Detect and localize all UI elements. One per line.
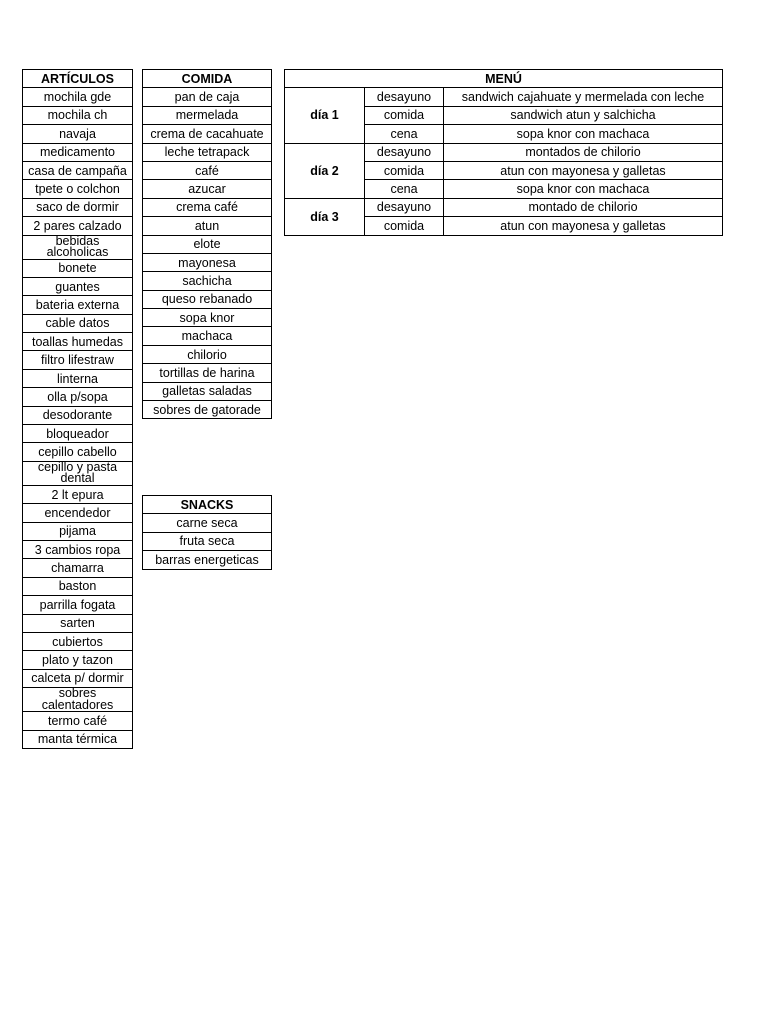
menu-dish: montados de chilorio xyxy=(444,143,723,161)
table-row xyxy=(23,596,133,614)
table-row xyxy=(23,669,133,687)
table-row xyxy=(143,327,272,345)
table-row xyxy=(23,217,133,235)
comida-item: crema de cacahuate xyxy=(143,125,272,143)
table-row xyxy=(23,425,133,443)
menu-meal: comida xyxy=(365,106,444,124)
menu-dish: sandwich cajahuate y mermelada con leche xyxy=(444,88,723,106)
menu-meal: comida xyxy=(365,161,444,179)
table-row xyxy=(23,577,133,595)
articulos-item: bateria externa xyxy=(23,296,133,314)
menu-dish: sopa knor con machaca xyxy=(444,180,723,198)
articulos-item: bloqueador xyxy=(23,425,133,443)
articulos-item: manta térmica xyxy=(23,730,133,748)
table-row xyxy=(23,259,133,277)
articulos-item: navaja xyxy=(23,125,133,143)
articulos-item: guantes xyxy=(23,277,133,295)
snacks-item: fruta seca xyxy=(143,532,272,550)
menu-dish: atun con mayonesa y galletas xyxy=(444,217,723,235)
snacks-header: SNACKS xyxy=(143,496,272,514)
menu-schedule xyxy=(285,88,723,235)
table-row xyxy=(23,388,133,406)
table-row xyxy=(23,443,133,461)
menu-dish: sopa knor con machaca xyxy=(444,125,723,143)
comida-item: azucar xyxy=(143,180,272,198)
table-row xyxy=(23,632,133,650)
articulos-item: cepillo cabello xyxy=(23,443,133,461)
table-row xyxy=(143,364,272,382)
articulos-item: olla p/sopa xyxy=(23,388,133,406)
table-row xyxy=(143,290,272,308)
menu-meal: cena xyxy=(365,180,444,198)
table-row xyxy=(23,314,133,332)
articulos-item: cubiertos xyxy=(23,632,133,650)
menu-row xyxy=(285,88,723,106)
table-row xyxy=(143,532,272,550)
snacks-item: carne seca xyxy=(143,514,272,532)
articulos-item: calceta p/ dormir xyxy=(23,669,133,687)
table-row xyxy=(143,198,272,216)
table-row xyxy=(23,485,133,503)
articulos-item: 3 cambios ropa xyxy=(23,540,133,558)
table-row xyxy=(23,540,133,558)
snacks-table xyxy=(142,495,272,570)
articulos-item: bebidas alcoholicas xyxy=(23,235,133,259)
comida-item: tortillas de harina xyxy=(143,364,272,382)
menu-row xyxy=(285,143,723,161)
articulos-item: linterna xyxy=(23,369,133,387)
comida-item: café xyxy=(143,161,272,179)
comida-item: atun xyxy=(143,217,272,235)
table-row xyxy=(23,333,133,351)
table-row xyxy=(23,712,133,730)
table-row xyxy=(143,401,272,419)
articulos-item: cable datos xyxy=(23,314,133,332)
menu-day-label: día 2 xyxy=(285,143,365,198)
articulos-item: toallas humedas xyxy=(23,333,133,351)
comida-item: queso rebanado xyxy=(143,290,272,308)
table-row xyxy=(23,351,133,369)
articulos-item: saco de dormir xyxy=(23,198,133,216)
table-row xyxy=(23,198,133,216)
snacks-list xyxy=(143,514,272,569)
comida-item: machaca xyxy=(143,327,272,345)
articulos-item: mochila gde xyxy=(23,88,133,106)
table-row xyxy=(143,253,272,271)
comida-header: COMIDA xyxy=(143,70,272,88)
articulos-item: termo café xyxy=(23,712,133,730)
articulos-item: 2 lt epura xyxy=(23,485,133,503)
table-row xyxy=(23,369,133,387)
table-row xyxy=(143,382,272,400)
articulos-item: cepillo y pasta dental xyxy=(23,461,133,485)
articulos-item: desodorante xyxy=(23,406,133,424)
articulos-table xyxy=(22,69,133,749)
table-row xyxy=(23,143,133,161)
menu-dish: atun con mayonesa y galletas xyxy=(444,161,723,179)
table-row xyxy=(23,730,133,748)
table-row xyxy=(23,125,133,143)
table-row xyxy=(23,614,133,632)
comida-item: crema café xyxy=(143,198,272,216)
articulos-item: medicamento xyxy=(23,143,133,161)
table-row xyxy=(23,688,133,712)
articulos-item: tpete o colchon xyxy=(23,180,133,198)
table-row xyxy=(23,559,133,577)
articulos-item: pijama xyxy=(23,522,133,540)
table-row xyxy=(23,406,133,424)
comida-item: chilorio xyxy=(143,345,272,363)
table-row xyxy=(143,514,272,532)
menu-row xyxy=(285,198,723,216)
snacks-item: barras energeticas xyxy=(143,551,272,569)
comida-item: sachicha xyxy=(143,272,272,290)
table-row xyxy=(23,88,133,106)
comida-item: mayonesa xyxy=(143,253,272,271)
table-row xyxy=(23,161,133,179)
articulos-item: bonete xyxy=(23,259,133,277)
comida-item: sobres de gatorade xyxy=(143,401,272,419)
menu-dish: montado de chilorio xyxy=(444,198,723,216)
table-row xyxy=(23,180,133,198)
table-row xyxy=(143,88,272,106)
menu-day-label: día 3 xyxy=(285,198,365,235)
table-row xyxy=(143,272,272,290)
table-row xyxy=(143,125,272,143)
menu-meal: cena xyxy=(365,125,444,143)
table-row xyxy=(143,161,272,179)
comida-item: sopa knor xyxy=(143,309,272,327)
table-row xyxy=(23,106,133,124)
table-row xyxy=(23,235,133,259)
articulos-item: encendedor xyxy=(23,504,133,522)
table-row xyxy=(143,106,272,124)
comida-list xyxy=(143,88,272,419)
articulos-item: sobres calentadores xyxy=(23,688,133,712)
articulos-list xyxy=(23,88,133,749)
table-row xyxy=(143,235,272,253)
table-row xyxy=(143,143,272,161)
table-row xyxy=(143,309,272,327)
articulos-item: parrilla fogata xyxy=(23,596,133,614)
articulos-item: chamarra xyxy=(23,559,133,577)
menu-dish: sandwich atun y salchicha xyxy=(444,106,723,124)
comida-item: pan de caja xyxy=(143,88,272,106)
articulos-item: baston xyxy=(23,577,133,595)
table-row xyxy=(23,522,133,540)
menu-table xyxy=(284,69,723,236)
comida-table xyxy=(142,69,272,419)
menu-day-label: día 1 xyxy=(285,88,365,143)
table-row xyxy=(23,277,133,295)
articulos-item: casa de campaña xyxy=(23,161,133,179)
table-row xyxy=(23,504,133,522)
comida-item: elote xyxy=(143,235,272,253)
articulos-item: mochila ch xyxy=(23,106,133,124)
menu-header: MENÚ xyxy=(285,70,723,88)
comida-item: galletas saladas xyxy=(143,382,272,400)
table-row xyxy=(23,461,133,485)
comida-item: mermelada xyxy=(143,106,272,124)
menu-meal: desayuno xyxy=(365,143,444,161)
table-row xyxy=(143,180,272,198)
table-row xyxy=(23,296,133,314)
menu-meal: desayuno xyxy=(365,198,444,216)
table-row xyxy=(143,551,272,569)
menu-meal: desayuno xyxy=(365,88,444,106)
comida-item: leche tetrapack xyxy=(143,143,272,161)
articulos-header: ARTÍCULOS xyxy=(23,70,133,88)
articulos-item: filtro lifestraw xyxy=(23,351,133,369)
table-row xyxy=(143,217,272,235)
articulos-item: plato y tazon xyxy=(23,651,133,669)
articulos-item: 2 pares calzado xyxy=(23,217,133,235)
articulos-item: sarten xyxy=(23,614,133,632)
table-row xyxy=(143,345,272,363)
menu-meal: comida xyxy=(365,217,444,235)
table-row xyxy=(23,651,133,669)
